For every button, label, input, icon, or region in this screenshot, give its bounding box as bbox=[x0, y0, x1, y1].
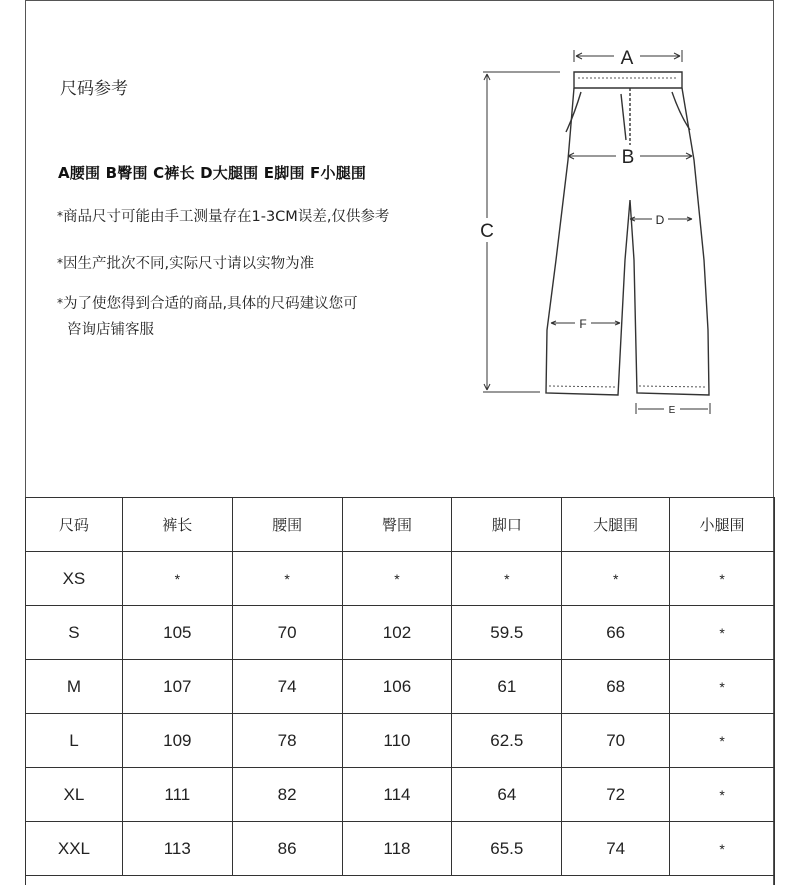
cell-hip: * bbox=[342, 552, 452, 606]
cell-length: 105 bbox=[122, 606, 232, 660]
cell-waist: * bbox=[232, 552, 342, 606]
table-header-row bbox=[26, 498, 775, 552]
cell-calf: * bbox=[670, 768, 775, 822]
page-title: 尺码参考 bbox=[60, 79, 128, 99]
note-error-margin bbox=[57, 203, 389, 230]
header-length: 裤长 bbox=[122, 498, 232, 552]
fly-line bbox=[621, 94, 626, 140]
cell-hip: 110 bbox=[342, 714, 452, 768]
header-calf: 小腿围 bbox=[670, 498, 775, 552]
waistband-outline bbox=[574, 72, 682, 88]
cell-hem: 62.5 bbox=[452, 714, 562, 768]
table-row bbox=[26, 660, 775, 714]
size-table bbox=[25, 497, 775, 876]
pants-outline bbox=[546, 88, 709, 395]
table-row bbox=[26, 768, 775, 822]
header-waist: 腰围 bbox=[232, 498, 342, 552]
cell-waist: 82 bbox=[232, 768, 342, 822]
cell-waist: 74 bbox=[232, 660, 342, 714]
cell-length: 113 bbox=[122, 822, 232, 876]
cell-size: L bbox=[26, 714, 123, 768]
cell-size: S bbox=[26, 606, 123, 660]
cell-hip: 118 bbox=[342, 822, 452, 876]
cell-hip: 102 bbox=[342, 606, 452, 660]
cell-hip: 114 bbox=[342, 768, 452, 822]
cell-size: XS bbox=[26, 552, 123, 606]
note-text: 因生产批次不同,实际尺寸请以实物为准 bbox=[63, 256, 315, 272]
note-star: * bbox=[57, 209, 63, 223]
cell-size: XL bbox=[26, 768, 123, 822]
cell-thigh: 68 bbox=[562, 660, 670, 714]
cell-thigh: 66 bbox=[562, 606, 670, 660]
cell-size: XXL bbox=[26, 822, 123, 876]
label-a: A bbox=[620, 48, 634, 69]
cell-length: 107 bbox=[122, 660, 232, 714]
cell-hem: 61 bbox=[452, 660, 562, 714]
cell-length: 111 bbox=[122, 768, 232, 822]
table-row bbox=[26, 606, 775, 660]
hem-stitch-left bbox=[549, 386, 616, 387]
label-d: D bbox=[655, 213, 665, 227]
cell-size: M bbox=[26, 660, 123, 714]
table-row bbox=[26, 552, 775, 606]
note-text: 为了使您得到合适的商品,具体的尺码建议您可 bbox=[63, 296, 358, 312]
cell-length: * bbox=[122, 552, 232, 606]
label-c: C bbox=[480, 221, 494, 242]
cell-waist: 78 bbox=[232, 714, 342, 768]
header-hip: 臀围 bbox=[342, 498, 452, 552]
cell-thigh: 70 bbox=[562, 714, 670, 768]
table-row bbox=[26, 822, 775, 876]
cell-hem: 59.5 bbox=[452, 606, 562, 660]
note-batch bbox=[57, 250, 314, 277]
table-row bbox=[26, 714, 775, 768]
right-pocket bbox=[672, 92, 690, 130]
cell-calf: * bbox=[670, 606, 775, 660]
cell-hem: 65.5 bbox=[452, 822, 562, 876]
note-text: 商品尺寸可能由手工测量存在1-3CM误差,仅供参考 bbox=[63, 209, 390, 225]
cell-waist: 70 bbox=[232, 606, 342, 660]
hem-stitch-right bbox=[639, 386, 706, 387]
cell-hem: 64 bbox=[452, 768, 562, 822]
header-hem: 脚口 bbox=[452, 498, 562, 552]
measurement-legend: A腰围 B臀围 C裤长 D大腿围 E脚围 F小腿围 bbox=[58, 164, 367, 182]
cell-waist: 86 bbox=[232, 822, 342, 876]
cell-thigh: 72 bbox=[562, 768, 670, 822]
cell-thigh: * bbox=[562, 552, 670, 606]
label-b: B bbox=[621, 147, 635, 168]
cell-hip: 106 bbox=[342, 660, 452, 714]
label-e: E bbox=[668, 405, 676, 416]
cell-calf: * bbox=[670, 714, 775, 768]
cell-calf: * bbox=[670, 660, 775, 714]
pants-diagram bbox=[470, 40, 730, 430]
header-size: 尺码 bbox=[26, 498, 123, 552]
table-bottom-edge bbox=[25, 875, 775, 885]
note-text: 咨询店铺客服 bbox=[67, 322, 154, 338]
cell-calf: * bbox=[670, 552, 775, 606]
note-star: * bbox=[57, 256, 63, 270]
note-consult bbox=[57, 290, 427, 343]
label-f: F bbox=[579, 317, 587, 331]
header-thigh: 大腿围 bbox=[562, 498, 670, 552]
cell-hem: * bbox=[452, 552, 562, 606]
note-star: * bbox=[57, 296, 63, 310]
cell-length: 109 bbox=[122, 714, 232, 768]
cell-thigh: 74 bbox=[562, 822, 670, 876]
cell-calf: * bbox=[670, 822, 775, 876]
